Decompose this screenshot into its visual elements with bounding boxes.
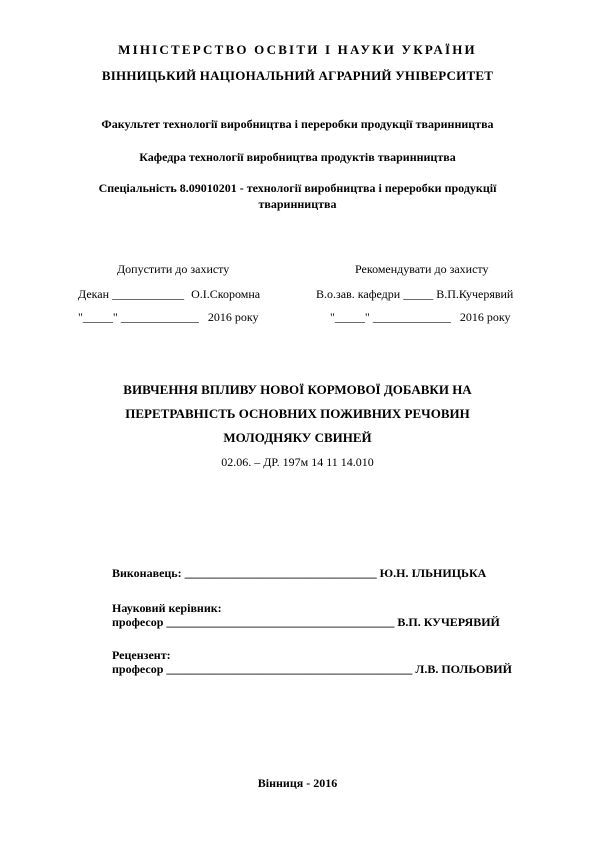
date-quote-close: " — [364, 310, 370, 324]
date-day-blank: _____ — [334, 310, 365, 324]
head-name: В.П.Кучерявий — [436, 287, 514, 301]
supervisor-row — [112, 615, 500, 630]
head-signature-line: _____ — [403, 287, 434, 301]
university-heading: ВІННИЦЬКИЙ НАЦІОНАЛЬНИЙ АГРАРНИЙ УНІВЕРСИТЕТ — [101, 68, 494, 83]
date-year: 2016 року — [459, 310, 511, 324]
dean-role: Декан — [78, 287, 110, 301]
date-year: 2016 року — [207, 310, 259, 324]
thesis-title-line-3: МОЛОДНЯКУ СВИНЕЙ — [223, 430, 372, 445]
date-quote-open: " — [78, 310, 83, 324]
specialty-line-1: Спеціальність 8.09010201 - технології виробництва і переробки продукції — [98, 181, 497, 195]
date-month-blank: _____________ — [120, 310, 199, 324]
executor-row — [112, 566, 486, 581]
supervisor-name: В.П. КУЧЕРЯВИЙ — [397, 615, 500, 629]
date-quote-close: " — [112, 310, 118, 324]
thesis-code: 02.06. – ДР. 197м 14 11 14.010 — [221, 455, 374, 469]
city-year: Вінниця - 2016 — [257, 776, 338, 790]
supervisor-title: професор — [112, 615, 164, 629]
approval-left-date — [78, 310, 258, 325]
approval-left-signature — [78, 287, 260, 302]
thesis-title-line-2: ПЕРЕТРАВНІСТЬ ОСНОВНИХ ПОЖИВНИХ РЕЧОВИН — [125, 406, 470, 421]
executor-label: Виконавець: — [112, 566, 182, 580]
faculty-line: Факультет технології виробництва і переробки продукції тваринництва — [101, 117, 494, 131]
thesis-title-line-1: ВИВЧЕННЯ ВПЛИВУ НОВОЇ КОРМОВОЇ ДОБАВКИ НА — [123, 382, 472, 397]
executor-name: Ю.Н. ІЛЬНИЦЬКА — [379, 566, 487, 580]
date-quote-open: " — [330, 310, 335, 324]
supervisor-label: Науковий керівник: — [112, 601, 222, 615]
dean-name: О.І.Скоромна — [191, 287, 261, 301]
supervisor-signature-line: ______________________________________ — [166, 615, 395, 629]
reviewer-row — [112, 662, 512, 677]
specialty-line-2: тваринництва — [258, 197, 337, 211]
date-day-blank: _____ — [82, 310, 113, 324]
head-role: В.о.зав. кафедри — [316, 287, 401, 301]
approval-right-date — [330, 310, 510, 325]
approval-left-title: Допустити до захисту — [117, 262, 230, 276]
ministry-heading: МІНІСТЕРСТВО ОСВІТИ І НАУКИ УКРАЇНИ — [118, 42, 477, 57]
date-month-blank: _____________ — [372, 310, 451, 324]
dean-signature-line: ____________ — [112, 287, 185, 301]
executor-signature-line: ________________________________ — [184, 566, 377, 580]
approval-right-signature — [316, 287, 513, 302]
reviewer-title: професор — [112, 662, 164, 676]
approval-right-title: Рекомендувати до захисту — [355, 262, 489, 276]
reviewer-signature-line: _________________________________________ — [166, 662, 413, 676]
reviewer-name: Л.В. ПОЛЬОВИЙ — [415, 662, 512, 676]
reviewer-label: Рецензент: — [112, 648, 171, 662]
department-line: Кафедра технології виробництва продуктів тваринництва — [139, 150, 456, 164]
